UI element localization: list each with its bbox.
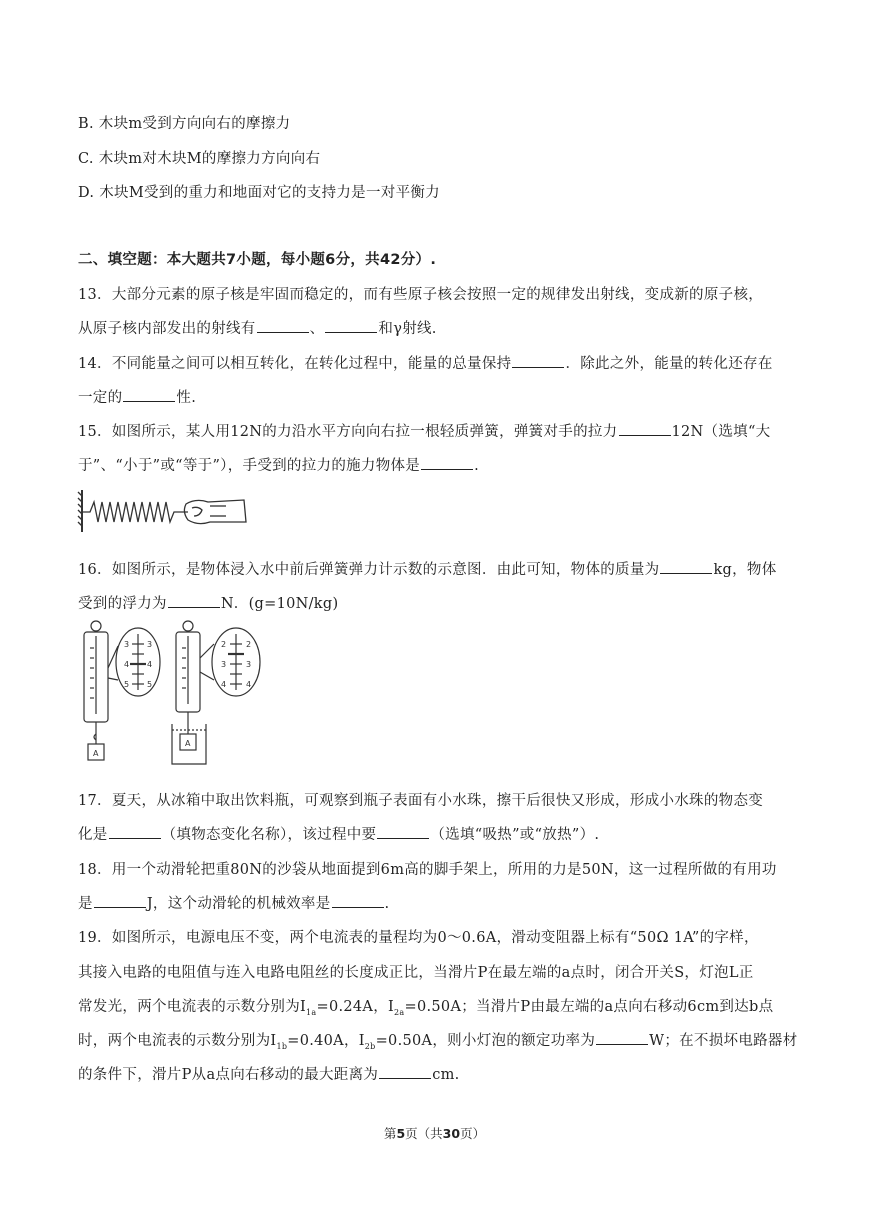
text: 的条件下，滑片P从a点向右移动的最大距离为 [78,1067,379,1083]
answer-blank[interactable] [332,893,384,908]
q17-line2 [78,823,599,844]
text: =0.40A，I [287,1033,365,1049]
text: 化是 [78,827,108,843]
text: 是 [78,896,93,912]
q16-line1 [78,558,777,579]
text: cm. [432,1067,460,1083]
q19-line1: 19．如图所示，电源电压不变，两个电流表的量程均为0～0.6A，滑动变阻器上标有“50Ω 1A”的字样， [78,930,759,946]
text: 16．如图所示，是物体浸入水中前后弹簧弹力计示数的示意图．由此可知，物体的质量为 [78,562,660,578]
text: 时，两个电流表的示数分别为I [78,1033,277,1049]
subscript: 2a [394,1007,405,1017]
q19-line4 [78,1029,798,1051]
text: （填物态变化名称），该过程中要 [161,827,377,843]
text: . [384,896,390,912]
q17-line1: 17．夏天，从冰箱中取出饮料瓶，可观察到瓶子表面有小水珠，擦干后很快又形成，形成小水珠的物态变 [78,793,764,809]
weight-label-left: A [93,749,99,758]
tick-label: 5 [147,680,153,689]
tick-label: 2 [221,640,227,649]
answer-blank[interactable] [619,421,671,436]
text: 从原子核内部发出的射线有 [78,321,256,337]
spring-scale-figure [76,618,281,766]
answer-blank[interactable] [596,1030,648,1045]
answer-blank[interactable] [377,824,429,839]
tick-label: 3 [246,660,252,669]
option-c: C. 木块m对木块M的摩擦力方向向右 [78,151,321,167]
q15-line2 [78,454,479,475]
tick-label: 4 [246,680,252,689]
answer-blank[interactable] [94,893,146,908]
q15-line1 [78,420,770,441]
tick-label: 3 [147,640,153,649]
text: 页） [460,1126,486,1141]
text: 和γ射线. [378,321,437,337]
answer-blank[interactable] [660,559,712,574]
text: =0.50A；当滑片P由最左端的a点向右移动6cm到达b点 [404,999,774,1015]
option-d: D. 木块M受到的重力和地面对它的支持力是一对平衡力 [78,185,440,201]
text: 常发光，两个电流表的示数分别为I [78,999,307,1015]
q19-line3 [78,995,773,1017]
text: 页（共 [405,1126,443,1141]
tick-label: 4 [221,680,227,689]
text: ．除此之外，能量的转化还存在 [565,356,773,372]
text: =0.50A，则小灯泡的额定功率为 [375,1033,596,1049]
text: 、 [309,321,325,337]
q13-line2 [78,317,437,338]
answer-blank[interactable] [512,353,564,368]
answer-blank[interactable] [379,1064,431,1079]
option-b: B. 木块m受到方向向右的摩擦力 [78,116,291,132]
text: 15．如图所示，某人用12N的力沿水平方向向右拉一根轻质弹簧，弹簧对手的拉力 [78,424,618,440]
q18-line2 [78,892,389,913]
answer-blank[interactable] [168,593,220,608]
answer-blank[interactable] [325,318,377,333]
text: kg，物体 [713,562,777,578]
spring-hand-figure [76,486,251,536]
answer-blank[interactable] [123,387,175,402]
text: . [474,458,480,474]
weight-label-right: A [185,739,191,748]
text: J，这个动滑轮的机械效率是 [146,896,331,912]
text: 14．不同能量之间可以相互转化，在转化过程中，能量的总量保持 [78,356,512,372]
text: 性. [176,390,197,406]
text: 一定的 [78,390,123,406]
text: （选填“吸热”或“放热”）. [430,827,600,843]
q16-line2 [78,592,338,613]
q19-line2: 其接入电路的电阻值与连入电路电阻丝的长度成正比，当滑片P在最左端的a点时，闭合开关S，灯泡L正 [78,965,754,981]
tick-label: 4 [147,660,153,669]
page-total: 30 [442,1126,461,1141]
tick-label: 5 [124,680,130,689]
text: 受到的浮力为 [78,596,167,612]
tick-label: 2 [246,640,252,649]
section-title: 二、填空题：本大题共7小题，每小题6分，共42分）. [78,252,437,268]
subscript: 2b [364,1041,376,1051]
tick-label: 3 [124,640,130,649]
text: 于”、“小于”或“等于”），手受到的拉力的施力物体是 [78,458,421,474]
text: W；在不损坏电路器材 [649,1033,798,1049]
text: N．(g=10N/kg) [220,596,339,612]
q18-line1: 18．用一个动滑轮把重80N的沙袋从地面提到6m高的脚手架上，所用的力是50N，这一过程所做的有用功 [78,862,777,878]
q14-line2 [78,386,196,407]
text: 12N（选填“大 [671,424,771,440]
text: =0.24A，I [316,999,395,1015]
page-number: 5 [396,1126,406,1141]
subscript: 1b [276,1041,288,1051]
q19-line5 [78,1063,460,1084]
answer-blank[interactable] [257,318,309,333]
text: 第 [383,1126,397,1141]
subscript: 1a [306,1007,317,1017]
page-footer [0,1124,869,1142]
q13-line1: 13．大部分元素的原子核是牢固而稳定的，而有些原子核会按照一定的规律发出射线，变成新的原子核， [78,287,764,303]
answer-blank[interactable] [109,824,161,839]
tick-label: 4 [124,660,130,669]
answer-blank[interactable] [421,455,473,470]
tick-label: 3 [221,660,227,669]
q14-line1 [78,352,773,373]
